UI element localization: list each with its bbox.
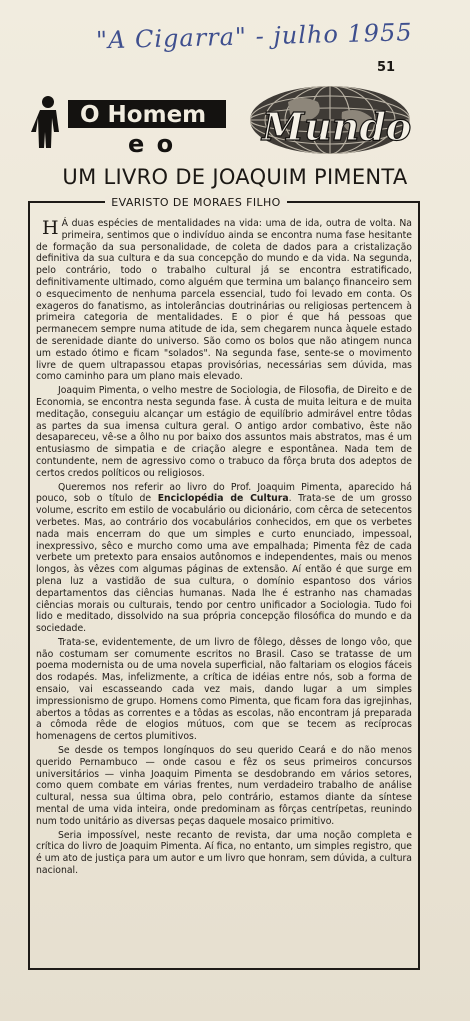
paragraph	[36, 482, 412, 635]
column-banner	[30, 82, 430, 164]
author-byline	[0, 196, 392, 209]
paragraph: Seria impossível, neste recanto de revista, dar uma noção completa e crítica do livro de Joaquim Pimenta. Aí fica, no entanto, um simples registro, que é um ato de justiça para um autor e um livro que honram, sem dúvida, a cultura nacional.	[36, 829, 412, 877]
man-silhouette-icon	[31, 96, 59, 148]
book-title: Enciclopédia de Cultura	[157, 493, 289, 505]
author-name: EVARISTO DE MORAES FILHO	[105, 196, 287, 209]
banner-line2: e o	[128, 130, 176, 158]
paragraph: Se desde os tempos longínquos do seu querido Ceará e do não menos querido Pernambuco — onde casou e fêz os seus primeiros concursos universitários — vinha Joaquim Pimenta se desdobrando em vários setores, como quem combate em várias frentes, num verdadeiro trabalho de análise cultural, nessa sua última obra, pelo contrário, estamos diante da síntese mental de uma vida inteira, onde predominam as fôrças centrípetas, reunindo num todo unitário as diversas peças daquele mosaico primitivo.	[36, 745, 412, 827]
banner-script-word: Mundo	[262, 104, 412, 149]
paragraph: HÁ duas espécies de mentalidades na vida: uma de ida, outra de volta. Na primeira, sentimos que o indivíduo ainda se encontra numa fase hesitante de formação da sua personalidade, de coleta de dados para a cristalização definitiva da sua cultura e da sua concepção do mundo e da vida. Na segunda, pelo contrário, todo o trabalho cultural já se encontra estratificado, definitivamente ultimado, como alguém que termina um balanço financeiro sem o esquecimento de nenhuma parcela essencial, tudo foi levado em conta. Os exageros do fanatismo, as intolerâncias doutrinárias ou religiosas pertencem à primeira categoria de mentalidades. E o pior é que há pessoas que permanecem sempre numa atitude de ida, sem chegarem nunca àquele estado de serenidade diante do universo. São como os bolos que não atingem nunca um estado ótimo e ficam "solados". Na segunda fase, sente-se o movimento livre de quem ultrapassou etapas provisórias, necessárias sem dúvida, mas como caminho para um plano mais elevado.	[36, 217, 412, 383]
paragraph-text: Queremos nos referir ao livro do Prof. Joaquim Pimenta, aparecido há pouco, sob o título de	[36, 481, 412, 505]
article-body	[36, 218, 412, 879]
paragraph-text: . Trata-se de um grosso volume, escrito em estilo de vocabulário ou dicionário, com cêrca de setecentos verbetes. Mas, ao contrário dos vocabulários conhecidos, em que os verbetes nada mais encerram do que um simples e curto enunciado, impessoal, inexpressivo, sêco e murcho como uma ave empalhada; Pimenta fêz de cada verbete um pretexto para ensaios autônomos e independentes, mais ou menos longos, às vêzes com algumas páginas de extensão. Aí então é que surge em plena luz a vastidão de sua cultura, o domínio espantoso dos vários departamentos das ciências humanas. Nada lhe é estranho nas chamadas ciências morais ou culturais, tendo por centro unificador a Sociologia. Tudo foi lido e meditado, dissolvido na sua própria concepção filosófica do mundo e da sociedade.	[36, 493, 412, 635]
banner-line1: O Homem	[80, 102, 207, 128]
handwritten-annotation: "A Cigarra" - julho 1955	[95, 18, 413, 55]
paragraph: Joaquim Pimenta, o velho mestre de Sociologia, de Filosofia, de Direito e de Economia, se encontra nesta segunda fase. À custa de muita leitura e de muita meditação, conseguiu alcançar um estágio de equilíbrio admirável entre tôdas as partes da sua imensa cultura geral. O antigo ardor combativo, êste não desapareceu, vê-se a ôlho nu por baixo dos assuntos mais abstratos, mas é um entusiasmo de simpatia e de criação alegre e espontânea. Nada tem de contundente, nem de agressivo como o trabuco da fôrça bruta dos adeptos de certos credos políticos ou religiosos.	[36, 385, 412, 479]
article-headline: UM LIVRO DE JOAQUIM PIMENTA	[62, 165, 408, 189]
page-number: 51	[377, 60, 396, 75]
paragraph: Trata-se, evidentemente, de um livro de fôlego, dêsses de longo vôo, que não costumam ser comumente escritos no Brasil. Caso se tratasse de um poema modernista ou de uma novela superficial, não faltariam os elogios fáceis dos rodapés. Mas, infelizmente, a crítica de idéias entre nós, sob a forma de ensaio, vai escasseando cada vez mais, dando lugar a um simples impressionismo de grupo. Homens como Pimenta, que ficam fora das igrejinhas, abertos a tôdas as correntes e a tôdas as escolas, não encontram já preparada a cômoda rêde de elogios mútuos, com que se tecem as recíprocas homenagens de certos plumitivos.	[36, 636, 412, 743]
